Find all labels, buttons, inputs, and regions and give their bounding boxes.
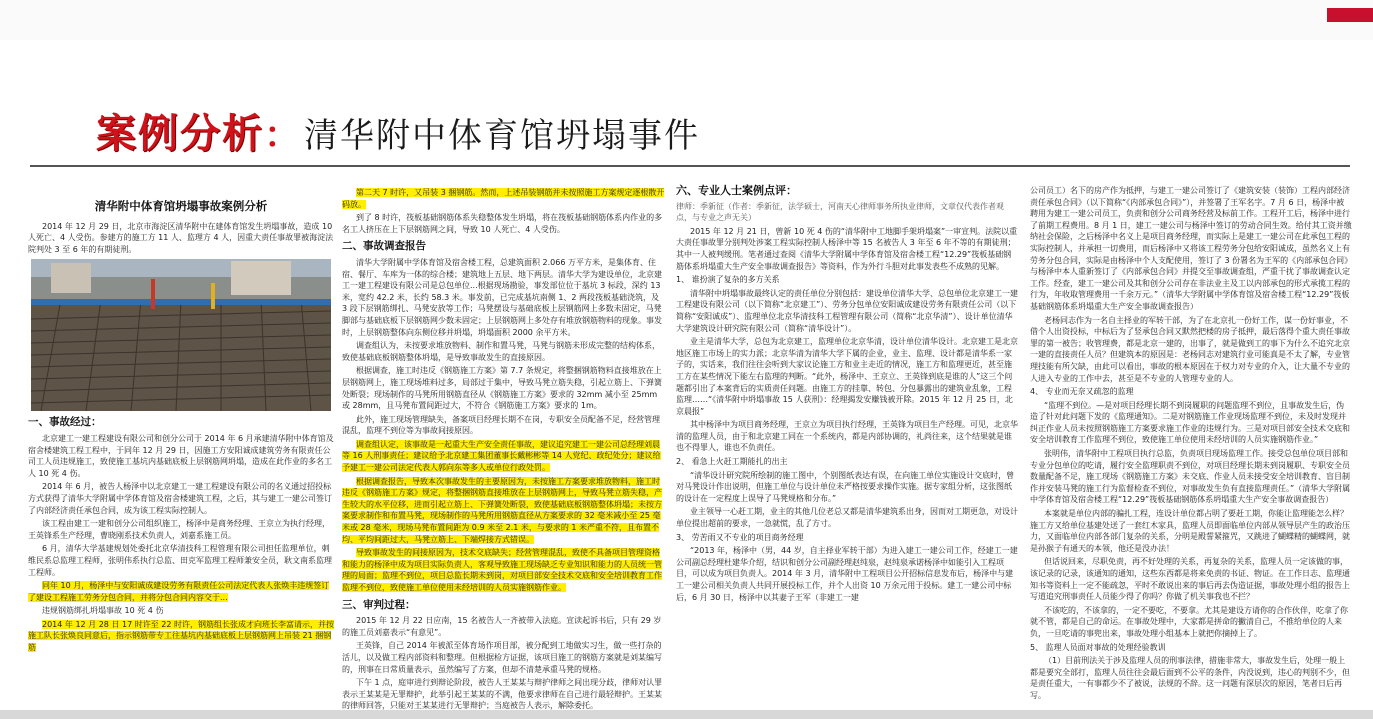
slide-top-band — [0, 0, 1373, 40]
highlighted-paragraph — [28, 580, 334, 603]
paragraph: “2013 年，杨泽中（男，44 岁，自主择业军转干部）为进入建工一建公司工作，经建工一建公司副总经理杜建华介绍，结识和创分公司副经理赵纯泉，赵纯泉承诺杨泽中如能引入工程项目，可以成为项目负责人。2014 年 3 月，清华附中工程项目公开招标信息发布后，杨泽中与建工一建公司相关负责人共同开展投标工作，并个人出资 10 万余元用于投标。建工一建公司中标后，6 月 30 日，杨泽中以其妻子王军（非建工一建 — [676, 546, 1018, 602]
accident-site-photo — [31, 259, 331, 411]
author-byline: 律师：季新征（作者：季新征，法学硕士，河南天心律师事务所执业律师，文章仅代表作者观点，与专业之声无关） — [676, 201, 1004, 223]
paragraph: 王英锋，自己 2014 年被派至体育场作项目部，被分配到工地做实习生，做一些打杂的活儿，以及做工程内部资料和整理。但根据检方证据，该项目施工的钢筋方案就是刘某编写的，刑事在日常质量表示，虽然编写了方案，但却不清楚承重马凳的规格。 — [342, 641, 662, 674]
paragraph: 调查组认为，未按要求堆放物料、制作和置马凳，马凳与钢筋未形成完整的结构体系，致使基础底板钢筋整体坍塌，是导致事故发生的直接原因。 — [342, 341, 660, 362]
highlighted-paragraph — [28, 619, 334, 654]
highlight: 调查组认定，该事故是一起重大生产安全责任事故，建议追究建工一建公司总经理刘晨等 16 人刑事责任；建议给予北京建工集团董事长戴彬彬等 14 人党纪、政纪处分；建议给予建工一建公司法定代表人郭向东等多人或单位行政处罚。 — [342, 439, 661, 473]
section-heading-3: 三、审判过程： — [342, 598, 416, 611]
paragraph: 业主领导一心赶工期，业主的其他几位老总又都是清华建筑系出身，因而对工期更急，对设计单位提出超前的要求，一急就慌，乱了方寸。 — [676, 507, 1018, 529]
paragraph: 北京建工一建工程建设有限公司和创分公司于 2014 年 6 月承建清华附中体育馆及宿舍楼建筑工程工程中，于同年 12 月 29 日，因施工方安阳诚成建筑劳务有限责任公司工人员违规施工，致使施工基坑内基础底板上层钢筋网坍塌，造成在此作业的多名工人 10 死 4 伤。 — [28, 433, 334, 478]
title-underline — [30, 165, 1350, 167]
subsection-heading: 3、 劳苦雨又不专业的项目商务经理 — [676, 532, 804, 542]
paragraph: “清华设计研究院所绘制的施工图中，个别图纸表达有误，在向施工单位实施设计交底时，曾对马凳设计作出说明，但施工单位与设计单位未严格按要求操作实施。据专家组分析，这张图纸的设计在一定程度上误导了马凳规格和分布。” — [676, 470, 1015, 503]
paragraph: 此外，施工现场管理缺失，备案项目经理长期不在岗，专职安全员配备不足，经营管理混乱，监理不到位等为事故间接原因。 — [342, 414, 660, 436]
article-column-4 — [1030, 175, 1352, 715]
paragraph: （1）目前刑法关于涉及监理人员的刑事法律，措施非常大，事故发生后，处理一般上都是要究全部打，监理人员往往会最后面到不公平的条件，内没说到，违心的判别不少，但是责任重大，一有事都少不了被说，法规的不辞。这一问题有深层次的原因，笔者日后再写。 — [1030, 656, 1350, 700]
slide-title-colon: ： — [264, 115, 301, 156]
slide-title-label: 案例分析 — [96, 110, 264, 157]
paragraph: 张明伟，清华附中工程项目执行总监，负责项目现场监理工作。接受总包单位项目部和专业分包单位的吃请，履行安全监理职责不到位，对项目经理长期未到岗履职、专职安全员数量配备不足，施工现场《钢筋施工方案》未交底、作业人员未接受安全培训教育、盲目制作并安装马凳的施工行为监督检查不到位，对事故发生负有直接监理责任。”（清华大学附属中学体育馆及宿舍楼工程“12.29”筏板基础钢筋体系坍塌重大生产安全事故调查报告） — [1030, 449, 1351, 505]
paragraph: 业主是清华大学，总包为北京建工，监理单位北京华清，设计单位清华设计。北京建工是北京地区施工市场上的实力派；北京华清为清华大学下属的企业，业主、监理、设计都是清华系一家子的，实话来，我们往往会听到大家议论施工方和业主走近的情况，施工方和监理更近，甚至施工方在某些情况下能左右监理的判断。“此外，杨泽中、王京立、王英锋到底是谁的人”这三个问题都引出了本案背后的实质责任问题。由施工方的挂靠、转包、分包暴露出的建筑业乱象，工程监理……“《清华附中坍塌事故 15 人获刑》：经理揭发安赚钱被开除。2015 年 12 月 25 日，北京晨报” — [676, 337, 1018, 416]
paragraph: 其中杨泽中为项目商务经理，王京立为项目执行经理，王英锋为项目生产经理。可见，北京华清的监理人员，由于和北京建工同在一个系统内，都是内部协调的，礼尚往来，这个结果就是谁也不得罪人，谁也不负责任。 — [676, 420, 1018, 453]
paragraph: 该工程由建工一建和创分公司组织施工，杨泽中是商务经理、王京立为执行经理，王英锋系生产经理，曹晓刚系技术负责人，刘嘉系施工员。 — [28, 519, 330, 540]
paragraph: 到了 8 时许，筏板基础钢筋体系失稳整体发生坍塌，将在筏板基础钢筋体系内作业的多名工人挤压在上下层钢筋网之间，导致 10 人死亡、4 人受伤。 — [342, 213, 663, 234]
section-heading-1: 一、事故经过： — [28, 416, 102, 429]
paragraph: 2014 年 6 月，被告人杨泽中以北京建工一建工程建设有限公司的名义通过招投标方式获得了清华大学附属中学体育馆及宿舍楼建筑工程，之后，其与建工一建公司签订了内部经济责任承包合同，成为该工程实际控制人。 — [28, 482, 332, 515]
section-heading-6: 六、专业人士案例点评： — [676, 184, 797, 197]
highlighted-paragraph — [342, 476, 666, 546]
highlight: 根据调查报告，导致本次事故发生的主要原因为，未按施工方案要求堆放物料，施工时违反《钢筋施工方案》规定，将整捆钢筋直接堆放在上层钢筋网上，导致马凳立筋失稳，产生较大的水平位移，进而引起立筋上、下弹簧处断裂，致使基础底板钢筋整体坍塌；未按方案要求制作和布置马凳，现场制作的马凳所用钢筋直径从方案要求的 32 毫米减小至 25 毫米或 28 毫米，现场马凳布置间距为 0.9 米至 2.1 米，与要求的 1 米严重不符，且布置不均、平均间距过大，马凳立筋上、下端焊接方式错误。 — [342, 476, 662, 544]
highlighted-paragraph — [342, 547, 666, 593]
highlight: 导致事故发生的间接原因为，技术交底缺失；经营管理混乱，致使不具备项目管理资格和能力的杨泽中成为项目实际负责人，客观导致施工现场缺乏专业知识和能力的人员统一管理的局面；监理不到位，项目总监长期未到岗，对项目部安全技术交底和安全培训教育工作监理不到位，致使施工单位使用未经培训的人员实施钢筋作业。 — [342, 548, 662, 592]
article-column-1 — [28, 175, 334, 715]
paragraph: 本案就是单位内部的骗扎工程，连设计单位都占明了要赶工期，你能让监理能怎么样？施工方又给单位基建处送了一套红木家具，监理人员即面临单位内部从领导层产生的政治压力，又面临单位内部各部门复杂的关系，分明是殿誓紧箍咒，又跳进了蝴蝶精的蝴蝶网，就是孙猴子有通天的本领，他还是没办法！ — [1030, 509, 1350, 553]
paragraph: 6 月，清华大学基建规划处委托北京华清技科工程管理有限公司担任监理单位，刺维民系总监理工程师，张明伟系执行总监、田克军监理工程师兼安全员，耿文南系监理工程师。 — [28, 544, 332, 577]
article-column-2 — [342, 175, 666, 715]
paragraph: 2015 年 12 月 21 日，曾新 10 死 4 伤的“清华附中工地脚手架坍塌案”一审宣判。法院以重大责任事故罪分别判处涉案工程实际控制人杨泽中等 15 名被告人 3 年至 6 年不等的有期徒刑；其中一人被判缓刑。笔者通过查阅《清华大学附属中学体育馆及宿舍楼工程“12.29”筏板基础钢筋体系坍塌重大生产安全事故调查报告》等资料，作为外行斗胆对此事发表些不成熟的见解。 — [676, 226, 1018, 271]
paragraph: 清华大学附属中学体育馆及宿舍楼工程，总建筑面积 2.066 万平方米，是集体育、住宿、餐厅、车库为一体的综合楼；建筑地上五层、地下两层。清华大学为建设单位，北京建工一建工程建设有限公司是总包单位...根据现场勘验，事发部位位于基坑 3 标段，深约 13 米，宽约 42.2 米，长约 58.3 米。事发前，已完成基坑南侧 1、2 两段筏板基础浇筑，及 3 段下层钢筋绑扎、马凳安放等工作；马凳摆设与基础底板上层钢筋网上多数未固定，马凳脚部与基础底板下层钢筋网少数未固定；上层钢筋网上多处存有堆放钢筋物料的现象。事发时，上层钢筋整体向东侧位移并坍塌，坍塌面积 2000 余平方米。 — [342, 257, 662, 337]
slide-title-subject: 清华附中体育馆坍塌事件 — [304, 116, 701, 156]
highlight: 同年 10 月，杨泽中与安阳诚成建设劳务有限责任公司法定代表人张焕丰违规签订了建设工程施工劳务分包合同，并将分包合同内容交于... — [28, 581, 330, 602]
intro-paragraph: 2014 年 12 月 29 日，北京市海淀区清华附中在建体育馆发生坍塌事故，造成 10 人死亡、4 人受伤。参建方的施工方 11 人、监理方 4 人，因重大责任事故罪被海淀法院判处 3 至 6 年的有期徒刑。 — [28, 221, 334, 254]
highlight: 第二天 7 时许，又吊装 3 捆钢筋。然而，上述吊装钢筋并未按照施工方案规定逐根散开码放。 — [342, 188, 665, 209]
paragraph: 公司员工）名下的房产作为抵押，与建工一建公司签订了《建筑安装（装饰）工程内部经济责任承包合同》（以下简称“《内部承包合同》”），并签署了王军名字。7 月 6 日，杨泽中被聘用为建工一建公司员工，负责和创分公司商务经营及标前工作。工程开工后，杨泽中进行了前期工程费用。8 月 1 日，建工一建公司与杨泽中签订的劳动合同生效。给付其工资并缴纳社会保险，之后杨泽中名义上是项目商务经理，而实际上是建工一建公司在此承包工程的实际控制人，并承担一切费用，而后杨泽中又将该工程劳务分包给安阳诚成，虽然名义上有劳务分包合同，实际是由杨泽中个人支配使用，签订了 3 份署名为王军的《内部承包合同》与杨泽中本人重新签订了《内部承包合同》并提交至事故调查组，严重干扰了事故调查认定工作。经查，建工一建公司及其和创分公司存在非法业主及工以内部承包的形式承揽工程的行为，年收取管理费用一千余万元。”（清华大学附属中学体育馆及宿舍楼工程“12.29”筏板基础钢筋体系坍塌重大生产安全事故调查报告） — [1030, 186, 1352, 311]
section-heading-2: 二、事故调查报告 — [342, 240, 426, 253]
paragraph: 老杨同志作为一名自主择业的军转干部，为了在北京扎一份好工作，谋一份好事业，不借个人出资投标，中标后为了竖承包合同又默然把楼的房子抵押，最后落得个重大责任事故罪的第一被告；收管理费，都是北京一建的，出事了，就是做到工的事下为什么不追究北京一建的直接责任人员？但建筑本的原因是：老杨同志对建筑行业可能真是不太了解，专业管理技能有所欠缺，由此可以看出，事故的根本原因在于权力对专业的介入，让大量不专业的人进入专业的工作中去，甚至是不专业的人管理专业的人。 — [1030, 315, 1350, 383]
slide-corner-accent — [1327, 8, 1373, 22]
subsection-heading: 5、 监理人员面对事故的处理经验教训 — [1030, 642, 1166, 652]
accident-site-photo-graphic — [31, 259, 331, 411]
paragraph: 根据调查，施工时违反《钢筋施工方案》第 7.7 条规定，将整捆钢筋物料直接堆放在上层钢筋网上，施工现场堆料过多，局部过于集中，导致马凳立筋失稳，引起立筋上、下弹簧处断裂；现场制作的马凳所用钢筋直径从《钢筋施工方案》要求的 32mm 减小至 25mm 或 28mm，且马凳布置间距过大，不符合《钢筋施工方案》要求的 1m。 — [342, 366, 662, 411]
paragraph: 不该吃的，不该拿的，一定不要吃，不要拿。尤其是建设方请你的合作伙伴，吃拿了你就不管，都是自己的命运。在事故处理中，大家都是拼命的撇清自己，不推给单位的人来负，一旦吃请的事兜出来，事故处理小组基本上就把你摘掉上了。 — [1030, 605, 1348, 638]
paragraph: 2015 年 12 月 22 日应南，15 名被告人一齐被带入法庭。宣读起诉书后，只有 29 岁的施工员刘嘉表示“有意见”。 — [342, 616, 662, 637]
paragraph: 但话说回来，尽职免责，再不好处理的关系，再复杂的关系，监理人员一定该做的事，该记录的记录，该通知的通知，这些东西都是将来免责的书证、物证。在工作日志、监理通知书等资料上一定不能疏忽，平时不敢说出来的事后再去伪造证据，事故处理小组的报告上写道追究刑事责任人员能少得了你吗？你做了机关事我也不拦？ — [1030, 557, 1350, 602]
slide-bottom-bar — [0, 710, 1373, 719]
highlighted-paragraph — [342, 439, 666, 474]
paragraph: 下午 1 点，庭审进行到辩论阶段，被告人王某某与辩护律师之间出现分歧，律师对认罪表示王某某是无罪辩护，此举引起王某某的不满，他要求律师在自己进行最轻辩护。王某某的律师回答，只能对王某某进行无罪辩护；当庭被告人表示，解除委托。 — [342, 678, 663, 711]
subsection-heading: 4、 专业而无奈又疏忽的监理 — [1030, 387, 1134, 397]
document-title: 清华附中体育馆坍塌事故案例分析 — [94, 199, 268, 213]
paragraph: “监理不到位。—是对项目经理长期不到岗履职的问题监理不到位，且事故发生后，伪造了针对此问题下发的《监理通知》。二是对钢筋施工作业现场监理不到位，未及时发现并纠正作业人员未按照钢筋施工方案要求施工作业的违规行为。三是对项目部安全技术交底和安全培训教育工作监理不到位，致使施工单位使用未经培训的人员实施钢筋作业。” — [1030, 400, 1350, 445]
paragraph: 清华附中坍塌事故最终认定的责任单位分别包括：建设单位清华大学、总包单位北京建工一建工程建设有限公司（以下简称“北京建工”）、劳务分包单位安阳诚成建设劳务有限责任公司（以下简称“安阳诚成”）、监理单位北京华清技科工程管理有限公司（简称“北京华清”）、设计单位清华大学建筑设计研究院有限公司（简称“清华设计”）。 — [676, 288, 1018, 333]
highlight: 2014 年 12 月 28 日 17 时许至 22 时许，钢筋组长张成才向班长李富请示，并按施工队长张焕良同意后，指示钢筋带专工往基坑内基础底板上层钢筋网上吊装 21 捆钢筋 — [28, 619, 334, 653]
subsection-heading: 2、 看急上火赶工期能扎的出主 — [676, 457, 788, 467]
highlighted-paragraph — [342, 187, 666, 210]
article-column-3 — [676, 175, 1018, 715]
subsection-heading: 1、 谁扮演了复杂的多方关系 — [676, 275, 780, 285]
paragraph: 违规钢筋绑扎坍塌事故 10 死 4 伤 — [42, 606, 164, 616]
slide-title — [96, 102, 700, 162]
